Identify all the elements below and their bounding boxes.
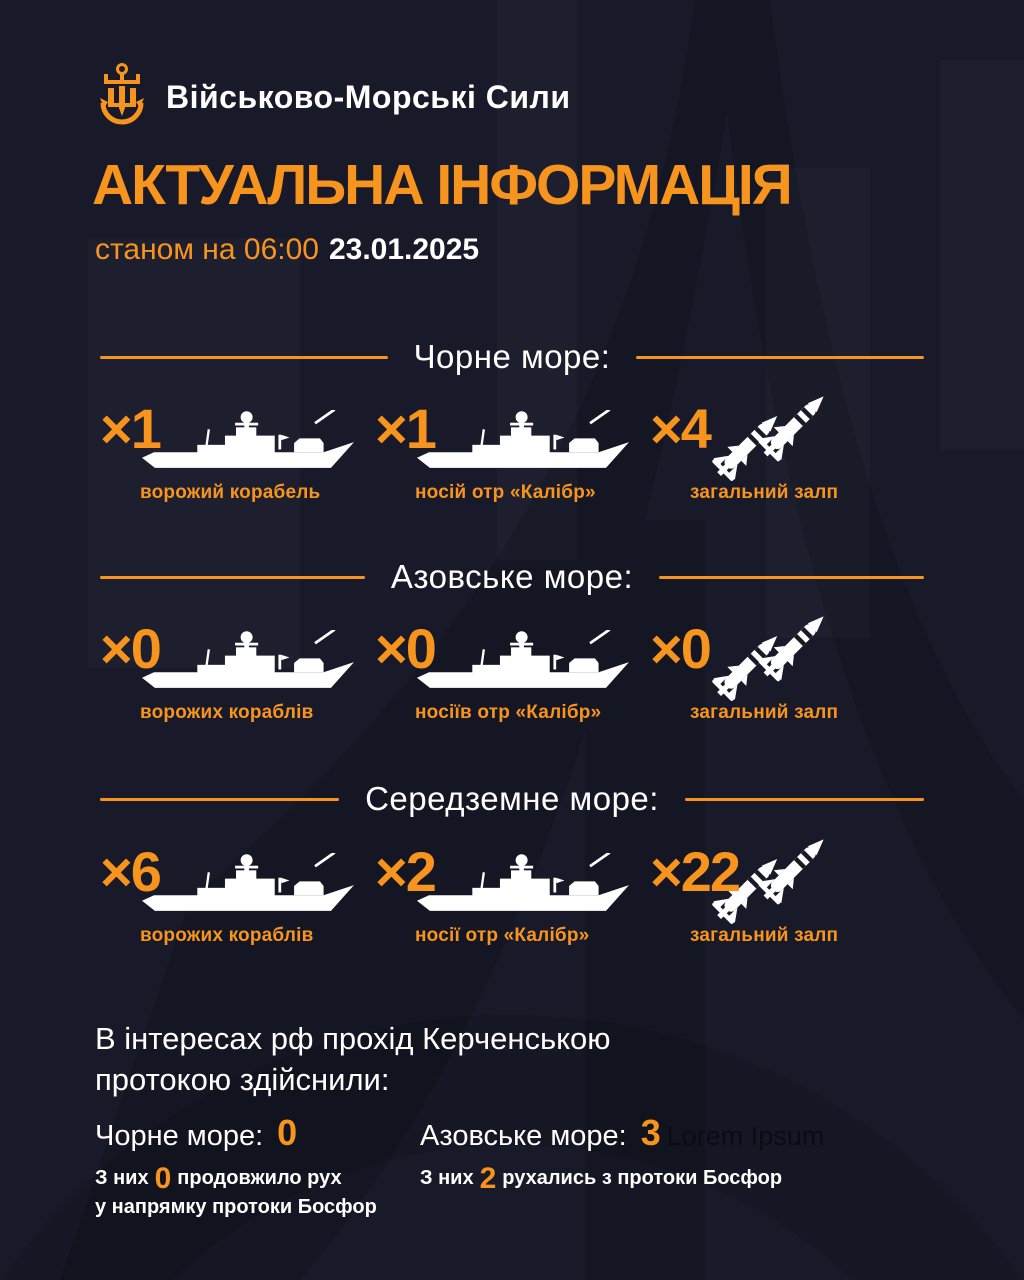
stat-kalibr-carriers: [375, 840, 650, 983]
stat-enemy-ships: [100, 617, 375, 760]
stat-enemy-ships: [100, 840, 375, 983]
missiles-icon: [702, 384, 836, 484]
section-header-black-sea: [100, 338, 924, 376]
detail-count: 0: [154, 1162, 172, 1195]
warship-icon: [142, 410, 354, 476]
stat-label: загальний залп: [690, 482, 839, 503]
detail-text-line2: у напрямку протоки Босфор: [95, 1196, 377, 1218]
kerch-azov-sea-column: [420, 1112, 824, 1193]
stat-kalibr-carriers: [375, 397, 650, 540]
stats-row-black-sea: [100, 397, 924, 540]
report-date: 23.01.2025: [328, 233, 480, 266]
sea-count: 0: [277, 1112, 298, 1153]
stat-total-salvo: [650, 617, 925, 760]
detail-text: рухались з протоки Босфор: [502, 1167, 783, 1189]
section-title: Азовське море:: [390, 558, 634, 595]
warship-icon: [417, 410, 629, 476]
header-brand: [98, 62, 571, 132]
kerch-intro-text: [95, 1018, 611, 1100]
kerch-intro-line2: протокою здійснили:: [95, 1062, 390, 1097]
warship-icon: [142, 853, 354, 919]
missiles-icon: [702, 604, 836, 704]
stats-row-mediterranean-sea: [100, 840, 924, 983]
detail-prefix: З них: [420, 1167, 474, 1189]
org-name: Військово-Морські Сили: [166, 78, 571, 115]
stat-count: ×6: [100, 840, 160, 903]
kerch-sea-heading: [420, 1112, 824, 1154]
section-header-mediterranean-sea: [100, 780, 924, 818]
navy-anchor-trident-icon: [98, 62, 146, 132]
as-of-line: [95, 233, 479, 267]
section-title: Чорне море:: [413, 338, 611, 375]
section-header-azov-sea: [100, 558, 924, 596]
stat-total-salvo: [650, 840, 925, 983]
section-divider-line: [100, 356, 388, 359]
kerch-sea-heading: [95, 1112, 377, 1154]
stat-label: ворожих кораблів: [140, 702, 314, 723]
stat-count: ×1: [100, 397, 160, 460]
section-divider-line: [659, 576, 924, 579]
sea-count: 3: [640, 1112, 661, 1153]
kerch-detail: [95, 1164, 377, 1221]
as-of-label: станом на 06:00: [95, 233, 319, 266]
stat-count: ×0: [650, 617, 710, 680]
stat-label: ворожих кораблів: [140, 925, 314, 946]
section-divider-line: [685, 798, 924, 801]
page-title: АКТУАЛЬНА ІНФОРМАЦІЯ: [92, 153, 791, 217]
section-title: Середземне море:: [365, 780, 659, 817]
kerch-detail: [420, 1164, 824, 1193]
stat-enemy-ships: [100, 397, 375, 540]
section-divider-line: [100, 798, 339, 801]
stat-label: носіїв отр «Калібр»: [415, 702, 602, 723]
stat-count: ×0: [100, 617, 160, 680]
stat-label: загальний залп: [690, 925, 839, 946]
warship-icon: [417, 630, 629, 696]
section-divider-line: [636, 356, 924, 359]
stat-count: ×4: [650, 397, 710, 460]
stat-label: загальний залп: [690, 702, 839, 723]
stat-total-salvo: [650, 397, 925, 540]
section-divider-line: [100, 576, 365, 579]
warship-icon: [417, 853, 629, 919]
detail-count: 2: [479, 1162, 497, 1195]
stat-kalibr-carriers: [375, 617, 650, 760]
detail-prefix: З них: [95, 1167, 149, 1189]
stat-count: ×0: [375, 617, 435, 680]
stats-row-azov-sea: [100, 617, 924, 760]
stat-count: ×2: [375, 840, 435, 903]
stat-count: ×22: [650, 840, 739, 903]
kerch-intro-line1: В інтересах рф прохід Керченською: [95, 1021, 611, 1056]
stat-label: носії отр «Калібр»: [415, 925, 590, 946]
kerch-black-sea-column: [95, 1112, 377, 1221]
sea-name: Азовське море:: [420, 1120, 627, 1152]
detail-text: продовжило рух: [177, 1167, 342, 1189]
lorem-ipsum-watermark: Lorem Ipsum: [666, 1121, 825, 1151]
warship-icon: [142, 630, 354, 696]
stat-label: носій отр «Калібр»: [415, 482, 596, 503]
sea-name: Чорне море:: [95, 1120, 264, 1152]
stat-label: ворожий корабель: [140, 482, 321, 503]
stat-count: ×1: [375, 397, 435, 460]
